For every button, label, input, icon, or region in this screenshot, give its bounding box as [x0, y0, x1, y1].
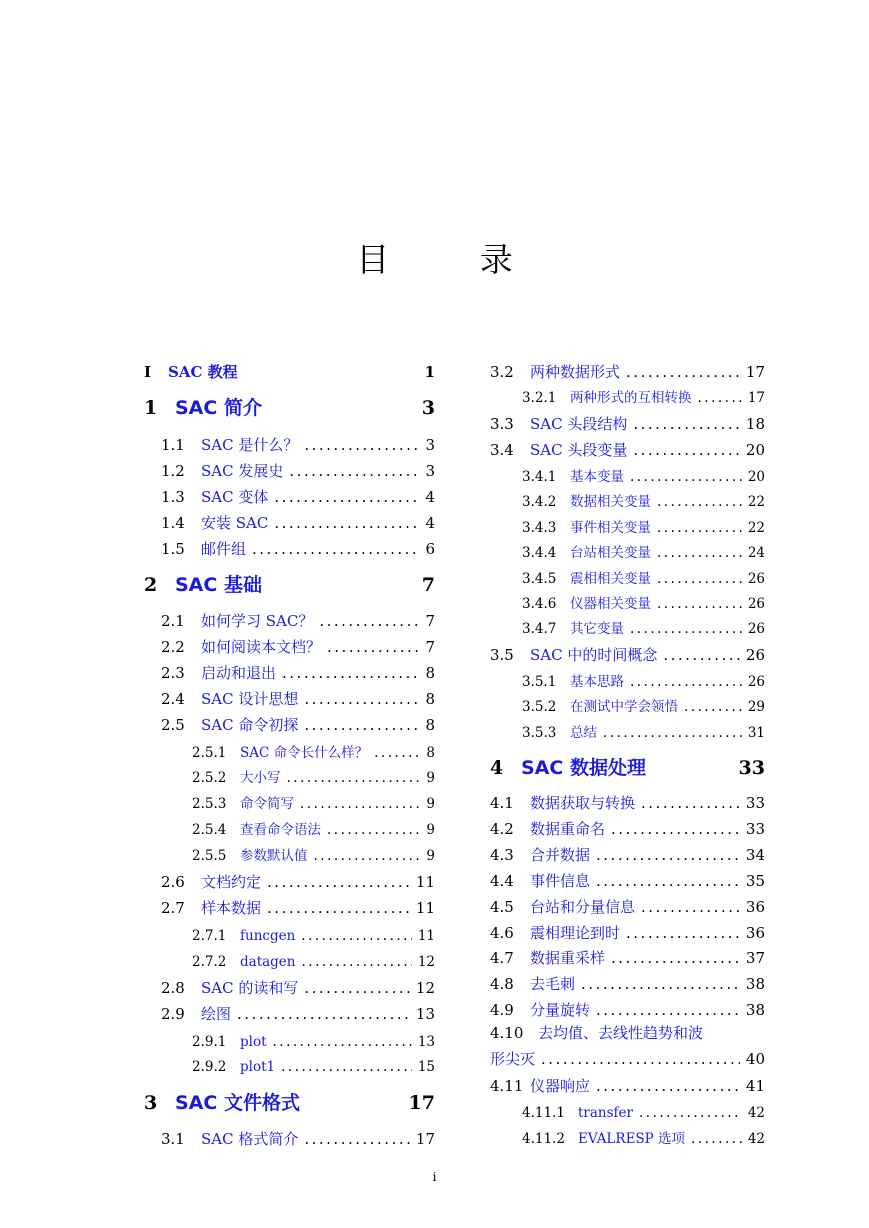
- toc-entry[interactable]: [144, 741, 435, 765]
- toc-entry-title[interactable]: 启动和退出: [201, 664, 277, 682]
- toc-entry-number: 4.8: [490, 975, 514, 993]
- toc-leader-dots: [273, 1030, 412, 1054]
- toc-entry[interactable]: [490, 1127, 765, 1151]
- toc-entry[interactable]: [144, 976, 435, 1000]
- toc-leader-dots: [611, 817, 740, 841]
- toc-entry-title[interactable]: 如何学习 SAC？: [201, 612, 314, 630]
- toc-entry-page: 13: [417, 1034, 435, 1050]
- toc-leader-dots: [630, 465, 742, 489]
- toc-entry-page: 29: [747, 699, 765, 715]
- toc-entry-page: 11: [415, 873, 435, 891]
- toc-entry-page: 38: [745, 1001, 765, 1019]
- toc-entry-page: 26: [747, 621, 765, 637]
- toc-entry-number: 2.7: [161, 899, 185, 917]
- toc-entry-number: I: [144, 363, 152, 381]
- toc-entry-page: 34: [745, 846, 765, 864]
- toc-entry-title[interactable]: SAC 变体: [201, 488, 269, 506]
- toc-entry[interactable]: [144, 609, 435, 633]
- toc-entry-number: 3.4.3: [522, 520, 557, 536]
- toc-entry-number: 4.10: [490, 1024, 524, 1042]
- toc-entry-page: 20: [745, 441, 765, 459]
- toc-entry[interactable]: [144, 394, 435, 422]
- toc-entry[interactable]: [490, 695, 765, 719]
- toc-entry-page: 3: [425, 436, 435, 454]
- toc-entry[interactable]: [490, 817, 765, 841]
- toc-entry-page: 13: [415, 1005, 435, 1023]
- toc-leader-dots: [603, 721, 742, 745]
- toc-entry-page: 26: [747, 596, 765, 612]
- toc-entry-number: 2.7.1: [192, 928, 227, 944]
- toc-entry-number: 1: [144, 397, 158, 419]
- toc-leader-dots: [301, 924, 412, 948]
- toc-entry[interactable]: [144, 360, 435, 384]
- toc-entry-number: 3.2.1: [522, 390, 557, 406]
- toc-entry[interactable]: [490, 843, 765, 867]
- toc-entry[interactable]: [490, 670, 765, 694]
- toc-entry-page: 7: [421, 574, 435, 596]
- toc-entry-page: 36: [745, 898, 765, 916]
- toc-entry-title[interactable]: SAC 文件格式: [175, 1092, 300, 1114]
- toc-entry-page: 31: [747, 725, 765, 741]
- toc-entry-page: 9: [426, 822, 435, 838]
- toc-entry-title[interactable]: 基本思路: [570, 674, 624, 690]
- toc-entry-title[interactable]: SAC 头段结构: [530, 415, 628, 433]
- toc-leader-dots: [691, 1127, 742, 1151]
- toc-entry-title[interactable]: plot1: [240, 1059, 276, 1075]
- page-number: i: [432, 1170, 437, 1184]
- toc-entry-title[interactable]: SAC 教程: [168, 363, 238, 381]
- toc-entry-number: 2.8: [161, 979, 185, 997]
- toc-entry-number: 3.4: [490, 441, 514, 459]
- toc-entry-page: 35: [745, 872, 765, 890]
- toc-entry-title[interactable]: SAC 简介: [175, 397, 262, 419]
- toc-entry-page: 17: [745, 363, 765, 381]
- toc-entry-number: 4.4: [490, 872, 514, 890]
- toc-entry[interactable]: [144, 818, 435, 842]
- toc-entry[interactable]: [144, 792, 435, 816]
- toc-entry-page: 8: [425, 716, 435, 734]
- toc-entry-page: 41: [745, 1077, 765, 1095]
- toc-entry-number: 3.4.4: [522, 545, 557, 561]
- toc-entry-number: 2.7.2: [192, 954, 227, 970]
- toc-entry[interactable]: [144, 1089, 435, 1117]
- toc-entry-title[interactable]: SAC 头段变量: [530, 441, 628, 459]
- toc-entry-page: 8: [425, 664, 435, 682]
- toc-entry[interactable]: [144, 1030, 435, 1054]
- toc-entry[interactable]: [144, 844, 435, 868]
- toc-entry-number: 2.5.2: [192, 770, 227, 786]
- toc-entry[interactable]: [490, 1074, 765, 1098]
- toc-entry-title[interactable]: SAC 数据处理: [521, 757, 646, 779]
- toc-entry-title[interactable]: 震相相关变量: [570, 571, 651, 587]
- toc-leader-dots: [641, 791, 740, 815]
- toc-entry[interactable]: [490, 721, 765, 745]
- toc-entry-title[interactable]: 文档约定: [201, 873, 262, 891]
- toc-entry[interactable]: [490, 972, 765, 996]
- toc-entry-title[interactable]: 数据获取与转换: [530, 794, 636, 812]
- toc-entry-title[interactable]: 大小写: [240, 770, 281, 786]
- toc-entry-title[interactable]: 分量旋转: [530, 1001, 591, 1019]
- toc-leader-dots: [657, 490, 742, 514]
- toc-leader-dots: [304, 713, 419, 737]
- toc-entry-number: 4.7: [490, 949, 514, 967]
- toc-entry[interactable]: [490, 791, 765, 815]
- toc-entry-page: 17: [415, 1130, 435, 1148]
- toc-entry-page: 7: [425, 612, 435, 630]
- toc-entry-title[interactable]: SAC 的读和写: [201, 979, 299, 997]
- toc-entry-number: 3.5.1: [522, 674, 557, 690]
- toc-entry[interactable]: [144, 485, 435, 509]
- toc-entry-page: 7: [425, 638, 435, 656]
- toc-leader-dots: [274, 511, 419, 535]
- toc-entry-page: 26: [745, 646, 765, 664]
- toc-entry-number: 4.11.2: [522, 1131, 565, 1147]
- toc-entry[interactable]: [144, 459, 435, 483]
- toc-leader-dots: [327, 635, 419, 659]
- toc-entry-page: 9: [426, 770, 435, 786]
- toc-leader-dots: [684, 695, 742, 719]
- toc-entry-number: 1.4: [161, 514, 185, 532]
- toc-entry-page: 40: [745, 1050, 765, 1068]
- toc-entry-number: 2.5.3: [192, 796, 227, 812]
- toc-entry-number: 2.5.4: [192, 822, 227, 838]
- toc-entry[interactable]: [490, 386, 765, 410]
- toc-entry-number: 1.5: [161, 540, 185, 558]
- toc-entry-title[interactable]: transfer: [578, 1105, 633, 1121]
- toc-leader-dots: [302, 950, 412, 974]
- toc-entry[interactable]: [144, 924, 435, 948]
- toc-entry-title[interactable]: SAC 设计思想: [201, 690, 299, 708]
- toc-entry[interactable]: [490, 1021, 765, 1045]
- toc-entry[interactable]: [144, 661, 435, 685]
- toc-entry-page: 4: [425, 488, 435, 506]
- toc-entry-number: 3.1: [161, 1130, 185, 1148]
- toc-entry-page: 12: [415, 979, 435, 997]
- toc-leader-dots: [374, 741, 420, 765]
- toc-entry-title[interactable]: 去毛刺: [530, 975, 576, 993]
- toc-entry-title[interactable]: SAC 中的时间概念: [530, 646, 658, 664]
- toc-entry-page: 15: [417, 1059, 435, 1075]
- toc-entry-number: 4.1: [490, 794, 514, 812]
- toc-entry[interactable]: [490, 1101, 765, 1125]
- toc-leader-dots: [267, 870, 410, 894]
- toc-entry-page: 37: [745, 949, 765, 967]
- toc-entry[interactable]: [490, 754, 765, 782]
- toc-entry-page: 33: [745, 820, 765, 838]
- toc-entry[interactable]: [490, 465, 765, 489]
- toc-entry-number: 3.3: [490, 415, 514, 433]
- toc-entry-page: 3: [421, 397, 435, 419]
- toc-entry-page: 42: [747, 1105, 765, 1121]
- toc-entry-number: 1.3: [161, 488, 185, 506]
- toc-entry-page: 6: [425, 540, 435, 558]
- toc-entry[interactable]: [490, 360, 765, 384]
- toc-entry-number: 3.5.2: [522, 699, 557, 715]
- toc-leader-dots: [639, 1101, 742, 1125]
- toc-entry-number: 2.3: [161, 664, 185, 682]
- toc-entry-number: 1.1: [161, 436, 185, 454]
- toc-entry-title[interactable]: 数据相关变量: [570, 494, 651, 510]
- toc-entry-title[interactable]: 查看命令语法: [240, 822, 321, 838]
- toc-entry-page: 33: [738, 757, 765, 779]
- toc-leader-dots: [237, 1002, 410, 1026]
- toc-entry[interactable]: [490, 869, 765, 893]
- toc-leader-dots: [596, 998, 740, 1022]
- toc-leader-dots: [657, 541, 742, 565]
- toc-entry-page: 20: [747, 469, 765, 485]
- toc-entry-number: 4.11: [490, 1077, 524, 1095]
- toc-entry-title[interactable]: SAC 基础: [175, 574, 262, 596]
- toc-entry-number: 2.4: [161, 690, 185, 708]
- toc-entry-number: 3.5: [490, 646, 514, 664]
- toc-entry-title[interactable]: 命令简写: [240, 796, 294, 812]
- toc-entry-title[interactable]: 在测试中学会领悟: [570, 699, 678, 715]
- toc-entry[interactable]: [144, 950, 435, 974]
- page-title: 目 录: [356, 240, 553, 279]
- toc-entry-number: 3.4.2: [522, 494, 557, 510]
- toc-entry-title[interactable]: 样本数据: [201, 899, 262, 917]
- toc-entry-title[interactable]: SAC 是什么？: [201, 436, 299, 454]
- toc-entry-number: 2.9.2: [192, 1059, 227, 1075]
- toc-entry[interactable]: [144, 635, 435, 659]
- toc-entry-number: 4.9: [490, 1001, 514, 1019]
- toc-entry-page: 1: [424, 363, 435, 381]
- toc-leader-dots: [581, 972, 740, 996]
- toc-entry-title[interactable]: 仪器响应: [530, 1077, 591, 1095]
- toc-leader-dots: [626, 921, 740, 945]
- toc-leader-dots: [541, 1047, 740, 1071]
- toc-entry[interactable]: [144, 571, 435, 599]
- toc-leader-dots: [596, 843, 740, 867]
- toc-entry[interactable]: [490, 895, 765, 919]
- toc-entry-page: 26: [747, 674, 765, 690]
- toc-entry-number: 3: [144, 1092, 158, 1114]
- toc-entry-page: 38: [745, 975, 765, 993]
- toc-entry-title[interactable]: 事件相关变量: [570, 520, 651, 536]
- toc-entry-title[interactable]: 仪器相关变量: [570, 596, 651, 612]
- toc-leader-dots: [304, 976, 410, 1000]
- toc-entry-title[interactable]: 总结: [570, 725, 597, 741]
- toc-entry-title[interactable]: 如何阅读本文档？: [201, 638, 322, 656]
- toc-leader-dots: [630, 617, 742, 641]
- toc-entry-number: 3.2: [490, 363, 514, 381]
- toc-leader-dots: [698, 386, 742, 410]
- toc-entry-page: 9: [426, 848, 435, 864]
- toc-leader-dots: [281, 1055, 412, 1079]
- toc-entry-page: 8: [426, 745, 435, 761]
- toc-entry[interactable]: [144, 537, 435, 561]
- toc-entry[interactable]: [490, 998, 765, 1022]
- toc-leader-dots: [314, 844, 421, 868]
- toc-entry-title[interactable]: SAC 命令初探: [201, 716, 299, 734]
- toc-entry-title[interactable]: 台站相关变量: [570, 545, 651, 561]
- toc-entry-page: 17: [747, 390, 765, 406]
- toc-leader-dots: [289, 459, 419, 483]
- toc-entry-title[interactable]: 形尖灭: [490, 1050, 536, 1068]
- toc-leader-dots: [267, 896, 410, 920]
- toc-leader-dots: [304, 1127, 410, 1151]
- toc-entry-page: 4: [425, 514, 435, 532]
- toc-leader-dots: [596, 869, 740, 893]
- toc-entry-title[interactable]: 两种数据形式: [530, 363, 621, 381]
- toc-entry-title[interactable]: 数据重采样: [530, 949, 606, 967]
- toc-entry-number: 4.5: [490, 898, 514, 916]
- toc-entry-number: 2.5.1: [192, 745, 227, 761]
- toc-entry-title[interactable]: EVALRESP 选项: [578, 1131, 686, 1147]
- toc-entry-page: 9: [426, 796, 435, 812]
- toc-leader-dots: [657, 592, 742, 616]
- toc-entry[interactable]: [144, 1055, 435, 1079]
- toc-entry-title[interactable]: SAC 发展史: [201, 462, 284, 480]
- toc-entry[interactable]: [144, 511, 435, 535]
- toc-entry-title[interactable]: 两种形式的互相转换: [570, 390, 692, 406]
- toc-entry-number: 3.4.1: [522, 469, 557, 485]
- toc-leader-dots: [626, 360, 740, 384]
- toc-entry[interactable]: [490, 921, 765, 945]
- toc-entry-title[interactable]: 事件信息: [530, 872, 591, 890]
- toc-entry-number: 2.9: [161, 1005, 185, 1023]
- toc-entry-number: 4: [490, 757, 504, 779]
- toc-entry-title[interactable]: 基本变量: [570, 469, 624, 485]
- toc-leader-dots: [304, 433, 419, 457]
- toc-leader-dots: [327, 818, 420, 842]
- toc-entry-page: 24: [747, 545, 765, 561]
- toc-entry-title[interactable]: 参数默认值: [240, 848, 308, 864]
- toc-entry-title[interactable]: 去均值、去线性趋势和波: [538, 1024, 704, 1042]
- toc-entry-number: 4.6: [490, 924, 514, 942]
- toc-entry-page: 11: [415, 899, 435, 917]
- toc-entry[interactable]: [144, 766, 435, 790]
- toc-entry-title[interactable]: 绘图: [201, 1005, 232, 1023]
- toc-entry-title[interactable]: 安装 SAC: [201, 514, 269, 532]
- toc-entry[interactable]: [490, 438, 765, 462]
- toc-entry[interactable]: [144, 687, 435, 711]
- toc-entry[interactable]: [144, 1127, 435, 1151]
- toc-leader-dots: [596, 1074, 740, 1098]
- toc-entry-number: 2.2: [161, 638, 185, 656]
- toc-leader-dots: [319, 609, 419, 633]
- toc-entry[interactable]: [490, 516, 765, 540]
- toc-entry-number: 3.4.5: [522, 571, 557, 587]
- toc-entry-number: 2.1: [161, 612, 185, 630]
- toc-entry-title[interactable]: SAC 命令长什么样？: [240, 745, 369, 761]
- toc-entry-number: 2.5: [161, 716, 185, 734]
- toc-entry-page: 26: [747, 571, 765, 587]
- toc-entry[interactable]: [490, 617, 765, 641]
- toc-entry-title[interactable]: 震相理论到时: [530, 924, 621, 942]
- toc-leader-dots: [663, 643, 740, 667]
- toc-leader-dots: [611, 946, 740, 970]
- toc-entry-title[interactable]: datagen: [240, 954, 296, 970]
- toc-entry[interactable]: [490, 1047, 765, 1071]
- toc-leader-dots: [287, 766, 421, 790]
- toc-entry-number: 4.3: [490, 846, 514, 864]
- toc-entry-title[interactable]: 其它变量: [570, 621, 624, 637]
- toc-entry-title[interactable]: 邮件组: [201, 540, 247, 558]
- toc-leader-dots: [282, 661, 419, 685]
- toc-entry-title[interactable]: plot: [240, 1034, 267, 1050]
- toc-entry[interactable]: [490, 592, 765, 616]
- toc-leader-dots: [633, 412, 740, 436]
- toc-entry-title[interactable]: SAC 格式简介: [201, 1130, 299, 1148]
- toc-entry-page: 12: [417, 954, 435, 970]
- toc-entry[interactable]: [144, 870, 435, 894]
- toc-leader-dots: [274, 485, 419, 509]
- toc-leader-dots: [633, 438, 740, 462]
- toc-entry[interactable]: [144, 1002, 435, 1026]
- toc-entry-page: 22: [747, 494, 765, 510]
- toc-leader-dots: [252, 537, 419, 561]
- toc-entry-number: 2.5.5: [192, 848, 227, 864]
- toc-entry-number: 1.2: [161, 462, 185, 480]
- toc-entry-number: 2: [144, 574, 158, 596]
- toc-entry-number: 3.5.3: [522, 725, 557, 741]
- toc-entry-title[interactable]: funcgen: [240, 928, 296, 944]
- toc-leader-dots: [304, 687, 419, 711]
- toc-entry-page: 42: [747, 1131, 765, 1147]
- toc-entry-number: 2.9.1: [192, 1034, 227, 1050]
- toc-entry-number: 2.6: [161, 873, 185, 891]
- toc-entry-page: 8: [425, 690, 435, 708]
- toc-entry-number: 3.4.7: [522, 621, 557, 637]
- toc-entry[interactable]: [490, 412, 765, 436]
- toc-leader-dots: [641, 895, 740, 919]
- toc-entry-page: 18: [745, 415, 765, 433]
- toc-leader-dots: [300, 792, 420, 816]
- toc-entry-number: 3.4.6: [522, 596, 557, 612]
- toc-entry-title[interactable]: 台站和分量信息: [530, 898, 636, 916]
- toc-entry[interactable]: [490, 541, 765, 565]
- toc-entry[interactable]: [144, 896, 435, 920]
- toc-entry-page: 11: [417, 928, 435, 944]
- toc-entry[interactable]: [490, 490, 765, 514]
- toc-entry-page: 36: [745, 924, 765, 942]
- toc-entry-page: 33: [745, 794, 765, 812]
- toc-entry-title[interactable]: 数据重命名: [530, 820, 606, 838]
- toc-leader-dots: [630, 670, 742, 694]
- toc-entry[interactable]: [490, 643, 765, 667]
- toc-leader-dots: [657, 516, 742, 540]
- toc-entry-page: 3: [425, 462, 435, 480]
- toc-entry-page: 17: [408, 1092, 435, 1114]
- toc-entry[interactable]: [490, 567, 765, 591]
- toc-entry-title[interactable]: 合并数据: [530, 846, 591, 864]
- toc-entry-page: 22: [747, 520, 765, 536]
- toc-entry[interactable]: [144, 433, 435, 457]
- toc-entry[interactable]: [144, 713, 435, 737]
- toc-leader-dots: [657, 567, 742, 591]
- toc-entry[interactable]: [490, 946, 765, 970]
- toc-entry-number: 4.11.1: [522, 1105, 565, 1121]
- toc-entry-number: 4.2: [490, 820, 514, 838]
